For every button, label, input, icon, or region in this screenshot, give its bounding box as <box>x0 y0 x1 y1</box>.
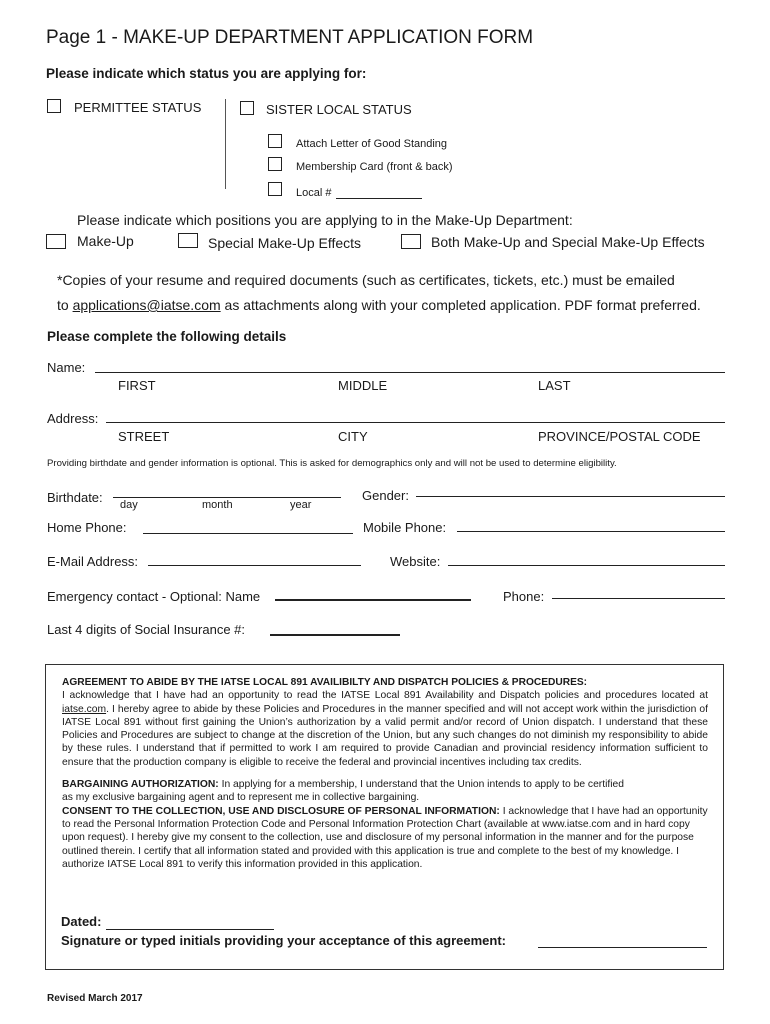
copies-note-line1: *Copies of your resume and required documents (such as certificates, tickets, etc.) must be emailed <box>57 272 675 288</box>
page-title: Page 1 - MAKE-UP DEPARTMENT APPLICATION FORM <box>46 27 534 48</box>
province-label: PROVINCE/POSTAL CODE <box>538 429 701 444</box>
signature-label: Signature or typed initials providing your acceptance of this agreement: <box>61 933 506 948</box>
special-effects-checkbox[interactable] <box>178 233 198 248</box>
year-label: year <box>290 499 312 511</box>
home-phone-label: Home Phone: <box>47 520 127 535</box>
agreement-text-a: I acknowledge that I have had an opportunity to read the IATSE Local 891 Availability and Dispatch policies and procedures located at <box>62 690 708 702</box>
copies-note-to: to <box>57 297 73 313</box>
emergency-phone-field[interactable] <box>552 598 725 599</box>
sister-local-label: SISTER LOCAL STATUS <box>266 102 412 117</box>
dated-field[interactable] <box>106 929 274 930</box>
emergency-phone-label: Phone: <box>503 589 545 604</box>
agreement-text-b: . I hereby agree to abide by these Policies and Procedures in the manner specified and will not accept work within the jurisdiction of IATSE Local 891 without first gaining the Union’s authorization by a valid permit and/or record of Union dispatch. I understand that these Policies and Procedures are subject to change at the discretion of the Union, but any such changes do not diminish my responsibility to abide by these rules. I understand that if permitted to work I am required to provide Canadian and provincial residency information sufficient to ensure that the production company is eligible to receive the federal and provincial incentives including tax credits. <box>62 703 708 768</box>
attach-letter-checkbox[interactable] <box>268 134 282 148</box>
attach-letter-label: Attach Letter of Good Standing <box>296 138 448 150</box>
emergency-name-field[interactable] <box>275 599 471 601</box>
emergency-label: Emergency contact - Optional: Name <box>47 589 261 604</box>
agreement-heading: AGREEMENT TO ABIDE BY THE IATSE LOCAL 891 AVAILIBILTY AND DISPATCH POLICIES & PROCEDURES: <box>62 677 588 688</box>
both-checkbox[interactable] <box>401 234 421 249</box>
signature-field[interactable] <box>538 947 707 948</box>
mobile-phone-label: Mobile Phone: <box>363 520 447 535</box>
revised-footer: Revised March 2017 <box>47 993 143 1004</box>
local-number-checkbox[interactable] <box>268 182 282 196</box>
copies-note-rest: as attachments along with your completed application. PDF format preferred. <box>220 297 701 313</box>
permittee-checkbox[interactable] <box>47 99 61 113</box>
status-heading: Please indicate which status you are applying for: <box>46 66 367 81</box>
mobile-phone-field[interactable] <box>457 531 725 532</box>
details-heading: Please complete the following details <box>47 329 287 344</box>
local-number-label: Local # <box>296 187 332 199</box>
positions-heading: Please indicate which positions you are applying to in the Make-Up Department: <box>77 212 573 228</box>
address-label: Address: <box>47 411 99 426</box>
agreement-box <box>45 664 724 970</box>
sin-label: Last 4 digits of Social Insurance #: <box>47 622 246 637</box>
address-field[interactable] <box>106 422 725 423</box>
special-effects-label: Special Make-Up Effects <box>208 235 362 251</box>
street-label: STREET <box>118 429 170 444</box>
consent-text: I acknowledge that I have had an opportunity to read the Personal Information Protection Code and Personal Information Protection Chart (available at www.iatse.com and in hard copy upon request). I hereby give my consent to the collection, use and disclosure of my personal information in the manner and for the purpose outlined therein. I certify that all information stated and provided with this application is true and complete to the best of my knowledge. I authorize IATSE Local 891 to verify this information provided in this application. <box>62 805 708 870</box>
agreement-paragraph <box>62 689 708 769</box>
makeup-checkbox[interactable] <box>46 234 66 249</box>
gender-field[interactable] <box>416 496 725 497</box>
first-label: FIRST <box>118 378 156 393</box>
sister-local-checkbox[interactable] <box>240 101 254 115</box>
email-link[interactable]: applications@iatse.com <box>72 297 221 313</box>
website-field[interactable] <box>448 565 725 566</box>
email-label: E-Mail Address: <box>47 554 139 569</box>
city-label: CITY <box>338 429 368 444</box>
bargaining-text-2: as my exclusive bargaining agent and to represent me in collective bargaining. <box>62 792 420 804</box>
membership-card-checkbox[interactable] <box>268 157 282 171</box>
middle-label: MIDDLE <box>338 378 388 393</box>
status-divider <box>225 99 226 189</box>
birthdate-label: Birthdate: <box>47 490 103 505</box>
optional-note: Providing birthdate and gender information is optional. This is asked for demographics only and will not be used to determine eligibility. <box>47 458 617 469</box>
name-label: Name: <box>47 360 86 375</box>
name-field[interactable] <box>95 372 725 373</box>
dated-label: Dated: <box>61 914 102 929</box>
membership-card-label: Membership Card (front & back) <box>296 161 453 173</box>
birthdate-field[interactable] <box>113 497 341 498</box>
day-label: day <box>120 499 138 511</box>
email-field[interactable] <box>148 565 361 566</box>
sin-field[interactable] <box>270 634 400 636</box>
copies-note-line2 <box>57 297 701 313</box>
makeup-label: Make-Up <box>77 233 134 249</box>
consent-heading: CONSENT TO THE COLLECTION, USE AND DISCLOSURE OF PERSONAL INFORMATION: <box>62 805 500 817</box>
iatse-link[interactable]: iatse.com <box>62 703 107 715</box>
month-label: month <box>202 499 233 511</box>
permittee-label: PERMITTEE STATUS <box>74 100 202 115</box>
consent-paragraph <box>62 805 708 871</box>
gender-label: Gender: <box>362 488 409 503</box>
bargaining-heading: BARGAINING AUTHORIZATION: <box>62 779 219 791</box>
last-label: LAST <box>538 378 571 393</box>
local-number-field[interactable] <box>336 198 422 199</box>
bargaining-text-1: In applying for a membership, I understand that the Union intends to apply to be certified <box>218 779 624 791</box>
bargaining-paragraph <box>62 778 708 805</box>
home-phone-field[interactable] <box>143 533 353 534</box>
both-label: Both Make-Up and Special Make-Up Effects <box>431 234 705 250</box>
website-label: Website: <box>390 554 441 569</box>
